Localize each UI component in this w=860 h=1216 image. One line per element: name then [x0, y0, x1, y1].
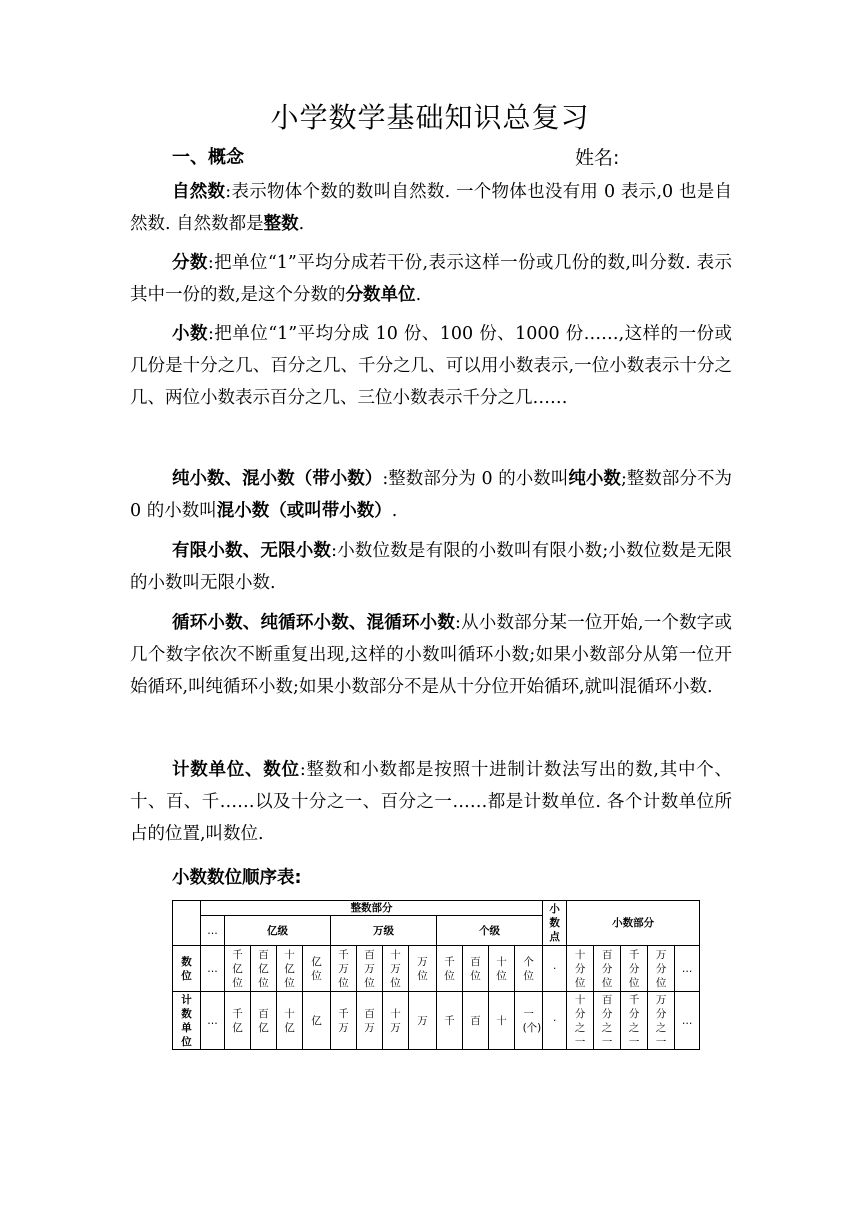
unit-cell	[225, 992, 251, 1050]
unit-cell	[648, 992, 675, 1050]
place-text: 百位	[470, 955, 481, 982]
place-cell	[277, 946, 303, 992]
paragraph-text: 把单位“1”平均分成若干份,表示这样一份或几份的数,叫分数. 表示其中一份的数,是这个分数的	[130, 253, 733, 305]
place-text: 百万位	[364, 948, 375, 989]
unit-cell	[543, 992, 567, 1050]
group-yi: 亿级	[225, 916, 331, 946]
unit-cell	[675, 992, 700, 1050]
term: 循环小数、纯循环小数、混循环小数	[172, 613, 456, 633]
paragraph-text: 整数和小数都是按照十进制计数法写出的数,其中个、十、百、千……以及十分之一、百分之一……都是计数单位. 各个计数单位所占的位置,叫数位.	[130, 760, 733, 844]
unit-cell	[331, 992, 357, 1050]
place-text: ·	[552, 962, 557, 975]
unit-cell	[409, 992, 437, 1050]
place-text: 万位	[417, 955, 428, 982]
unit-text: 百亿	[258, 1007, 269, 1034]
unit-text: 万分之一	[655, 993, 667, 1048]
place-text: 十万位	[390, 948, 401, 989]
place-text: 千位	[444, 955, 455, 982]
paragraph-text: 小数位数是有限的小数叫有限小数;小数位数是无限的小数叫无限小数.	[130, 541, 732, 593]
unit-text: …	[207, 1014, 218, 1027]
row-label-unit	[173, 992, 201, 1050]
place-text: 万分位	[655, 948, 667, 989]
paragraph-recurring-decimal	[130, 607, 732, 703]
place-value-table	[172, 900, 700, 1050]
term: 小数	[172, 324, 208, 344]
unit-cell	[515, 992, 543, 1050]
table-caption: 小数数位顺序表:	[172, 868, 302, 888]
term-emphasis: 整数	[263, 214, 299, 234]
document-title: 小学数学基础知识总复习	[270, 101, 590, 134]
unit-text: 十亿	[284, 1007, 295, 1034]
unit-text: 百万	[364, 1007, 375, 1034]
integer-part-header: 整数部分	[201, 901, 543, 916]
unit-text: 千亿	[232, 1007, 243, 1034]
unit-text: 千分之一	[628, 993, 640, 1048]
name-label: 姓名:	[575, 147, 620, 169]
unit-cell	[303, 992, 331, 1050]
paragraph-decimal	[130, 318, 732, 414]
unit-text: 千万	[338, 1007, 349, 1034]
place-cell	[489, 946, 515, 992]
place-cell	[621, 946, 648, 992]
place-cell	[437, 946, 463, 992]
paragraph-text: .	[298, 214, 305, 234]
place-text: 十位	[496, 955, 507, 982]
place-cell	[515, 946, 543, 992]
unit-text: 十	[496, 1014, 507, 1027]
term-emphasis: 分数单位	[345, 285, 416, 305]
section-heading: 一、概念	[172, 147, 244, 168]
separator: :	[455, 613, 461, 633]
unit-text: 十分之一	[574, 993, 586, 1048]
place-cell	[543, 946, 567, 992]
paragraph-finite-infinite	[130, 535, 732, 599]
unit-text: 十万	[390, 1007, 401, 1034]
place-cell	[648, 946, 675, 992]
separator: :	[299, 760, 306, 780]
unit-cell	[437, 992, 463, 1050]
unit-cell	[277, 992, 303, 1050]
corner-cell	[173, 901, 201, 946]
place-cell	[675, 946, 700, 992]
place-text: …	[681, 962, 693, 975]
paragraph-text: ;整数部分不为 0 的小数叫	[130, 469, 733, 521]
place-text: …	[207, 962, 218, 975]
paragraph-text: 表示物体个数的数叫自然数. 一个物体也没有用 0 表示,0 也是自然数. 自然数都是	[130, 182, 732, 234]
place-text: 亿位	[311, 955, 322, 982]
unit-text: 一(个)	[522, 1007, 542, 1034]
separator: :	[225, 182, 232, 202]
paragraph-text: .	[391, 501, 398, 521]
paragraph-fraction	[130, 247, 732, 311]
place-text: 十亿位	[284, 948, 295, 989]
place-text: 百分位	[601, 948, 613, 989]
place-cell	[201, 946, 225, 992]
place-cell	[251, 946, 277, 992]
paragraph-pure-mixed-decimal	[130, 463, 732, 527]
paragraph-natural-number	[130, 176, 732, 240]
paragraph-text: 从小数部分某一位开始,一个数字或几个数字依次不断重复出现,这样的小数叫循环小数;如果小数部分从第一位开始循环,叫纯循环小数;如果小数部分不是从十分位开始循环,就叫混循环小数.	[130, 613, 732, 697]
term: 计数单位、数位	[172, 760, 300, 780]
place-cell	[567, 946, 594, 992]
unit-text: 万	[417, 1014, 428, 1027]
place-text: 千分位	[628, 948, 640, 989]
unit-cell	[357, 992, 383, 1050]
group-ge: 个级	[437, 916, 543, 946]
paragraph-counting-unit	[130, 754, 732, 850]
place-cell	[383, 946, 409, 992]
term: 有限小数、无限小数	[172, 541, 332, 561]
unit-text: 千	[444, 1014, 455, 1027]
unit-text: 百	[470, 1014, 481, 1027]
place-text: 千亿位	[232, 948, 243, 989]
place-cell	[225, 946, 251, 992]
place-text: 十分位	[574, 948, 586, 989]
place-text: 千万位	[338, 948, 349, 989]
unit-cell	[201, 992, 225, 1050]
section-row	[172, 143, 692, 171]
paragraph-text: 整数部分为 0 的小数叫	[388, 469, 569, 489]
unit-cell	[567, 992, 594, 1050]
place-text: 百亿位	[258, 948, 269, 989]
term-emphasis: 混小数（或叫带小数）	[216, 501, 392, 521]
place-cell	[463, 946, 489, 992]
term: 分数	[172, 253, 208, 273]
term: 自然数	[172, 182, 226, 202]
unit-cell	[251, 992, 277, 1050]
unit-cell	[621, 992, 648, 1050]
place-cell	[331, 946, 357, 992]
group-wan: 万级	[331, 916, 437, 946]
separator: :	[382, 469, 389, 489]
row-label-place-text: 数位	[181, 955, 192, 982]
row-label-unit-text: 计数单位	[181, 993, 192, 1048]
separator: :	[331, 541, 338, 561]
paragraph-text: .	[415, 285, 422, 305]
separator: :	[207, 253, 214, 273]
term: 纯小数、混小数（带小数）	[172, 469, 383, 489]
place-row	[173, 946, 700, 992]
separator: :	[207, 324, 214, 344]
unit-row	[173, 992, 700, 1050]
decimal-part-header: 小数部分	[567, 901, 700, 946]
group-ellipsis: …	[201, 916, 225, 946]
decimal-point-header	[543, 901, 567, 946]
paragraph-text: 把单位“1”平均分成 10 份、100 份、1000 份……,这样的一份或几份是十分之几、百分之几、千分之几、可以用小数表示,一位小数表示十分之几、两位小数表示百分之几、三位小数表示千分之几……	[130, 324, 733, 408]
place-cell	[594, 946, 621, 992]
unit-cell	[594, 992, 621, 1050]
unit-cell	[489, 992, 515, 1050]
unit-text: ·	[552, 1014, 557, 1027]
table-header-row	[173, 901, 700, 916]
unit-text: 百分之一	[601, 993, 613, 1048]
row-label-place	[173, 946, 201, 992]
place-text: 个位	[523, 955, 534, 982]
place-cell	[409, 946, 437, 992]
unit-cell	[463, 992, 489, 1050]
term-emphasis: 纯小数	[568, 469, 621, 489]
decimal-point-header-text: 小数点	[549, 903, 560, 943]
place-cell	[303, 946, 331, 992]
unit-cell	[383, 992, 409, 1050]
place-cell	[357, 946, 383, 992]
unit-text: 亿	[311, 1014, 322, 1027]
unit-text: …	[681, 1014, 693, 1027]
